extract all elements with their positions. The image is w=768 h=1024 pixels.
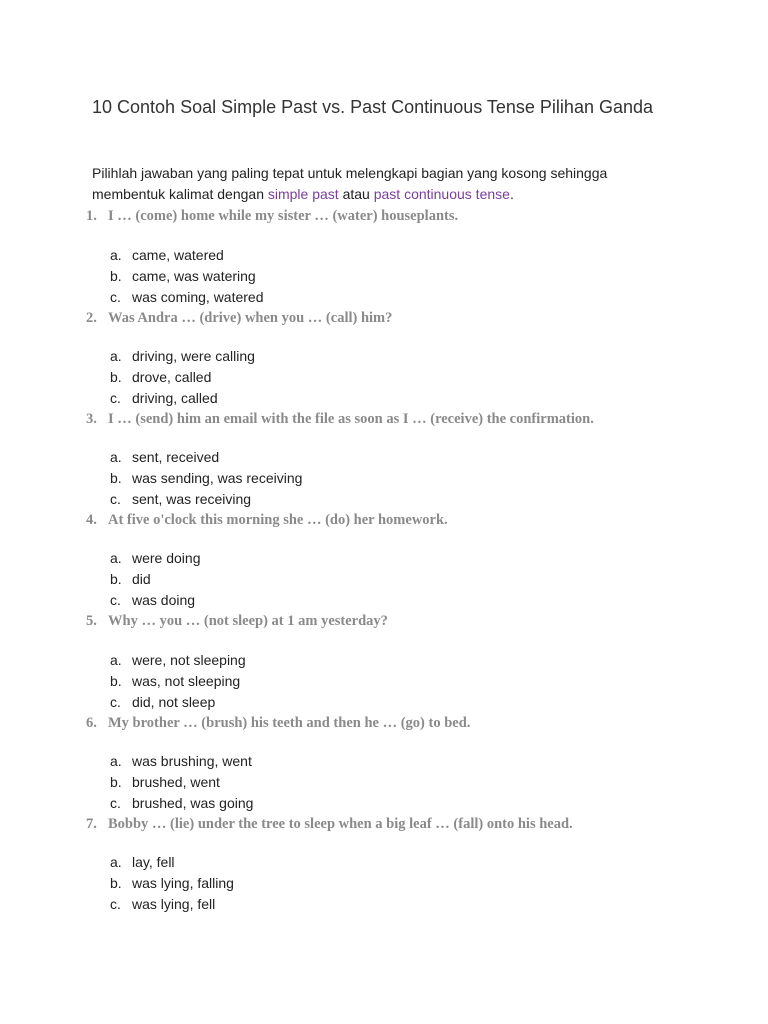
option-text: came, was watering	[132, 268, 256, 284]
option-text: drove, called	[132, 369, 212, 385]
question-3-options	[110, 447, 302, 510]
question-6	[86, 713, 726, 733]
question-text: Bobby … (lie) under the tree to sleep when a big leaf … (fall) onto his head.	[108, 816, 573, 832]
question-4	[86, 510, 726, 530]
option-item	[110, 590, 201, 611]
option-text: sent, received	[132, 449, 220, 465]
option-letter: b.	[110, 571, 122, 587]
option-text: driving, called	[132, 390, 218, 406]
option-item	[110, 388, 255, 409]
option-letter: b.	[110, 774, 122, 790]
option-text: was doing	[132, 592, 196, 608]
option-letter: b.	[110, 673, 122, 689]
option-item	[110, 852, 234, 873]
option-letter: c.	[110, 694, 121, 710]
question-number: 7.	[86, 816, 97, 832]
option-letter: a.	[110, 247, 122, 263]
option-letter: c.	[110, 390, 121, 406]
question-1-options	[110, 245, 264, 308]
question-4-options	[110, 548, 201, 611]
question-7-options	[110, 852, 234, 915]
option-item	[110, 468, 302, 489]
option-text: did	[132, 571, 151, 587]
option-text: driving, were calling	[132, 348, 255, 364]
option-text: brushed, went	[132, 774, 220, 790]
option-item	[110, 367, 255, 388]
option-text: came, watered	[132, 247, 224, 263]
question-7	[86, 814, 726, 834]
question-text: Why … you … (not sleep) at 1 am yesterday?	[108, 613, 388, 629]
option-text: was lying, fell	[132, 896, 216, 912]
question-5	[86, 611, 726, 631]
question-text: I … (send) him an email with the file as soon as I … (receive) the confirmation.	[108, 411, 594, 427]
option-item	[110, 489, 302, 510]
option-item	[110, 650, 246, 671]
question-2-options	[110, 346, 255, 409]
highlight-past-continuous: past continuous tense	[373, 186, 510, 202]
question-1	[86, 206, 726, 226]
option-text: sent, was receiving	[132, 491, 252, 507]
option-letter: c.	[110, 491, 121, 507]
option-item	[110, 772, 253, 793]
option-item	[110, 266, 264, 287]
question-3	[86, 409, 726, 429]
instructions-text-middle: atau	[338, 186, 374, 202]
option-letter: a.	[110, 652, 122, 668]
option-text: did, not sleep	[132, 694, 216, 710]
option-letter: b.	[110, 369, 122, 385]
option-letter: c.	[110, 592, 121, 608]
question-number: 6.	[86, 715, 97, 731]
option-text: lay, fell	[132, 854, 175, 870]
question-6-options	[110, 751, 253, 814]
option-letter: b.	[110, 875, 122, 891]
option-letter: b.	[110, 268, 122, 284]
option-text: was, not sleeping	[132, 673, 241, 689]
question-2	[86, 308, 726, 328]
option-item	[110, 793, 253, 814]
question-number: 4.	[86, 512, 97, 528]
option-letter: a.	[110, 348, 122, 364]
option-item	[110, 751, 253, 772]
option-item	[110, 671, 246, 692]
instructions-paragraph	[92, 163, 682, 205]
option-item	[110, 873, 234, 894]
instructions-text-start: Pilihlah jawaban yang paling tepat untuk melengkapi bagian yang kosong sehingga membentuk kalimat dengan	[92, 165, 608, 202]
option-letter: c.	[110, 289, 121, 305]
option-letter: c.	[110, 896, 121, 912]
page-title: 10 Contoh Soal Simple Past vs. Past Continuous Tense Pilihan Ganda	[92, 97, 654, 117]
option-text: was sending, was receiving	[132, 470, 303, 486]
option-item	[110, 346, 255, 367]
option-item	[110, 569, 201, 590]
question-number: 3.	[86, 411, 97, 427]
option-item	[110, 447, 302, 468]
option-item	[110, 692, 246, 713]
question-number: 2.	[86, 310, 97, 326]
question-text: Was Andra … (drive) when you … (call) him?	[108, 310, 393, 326]
question-text: At five o'clock this morning she … (do) her homework.	[108, 512, 448, 528]
highlight-simple-past: simple past	[267, 186, 339, 202]
option-letter: a.	[110, 854, 122, 870]
option-item	[110, 548, 201, 569]
question-text: My brother … (brush) his teeth and then he … (go) to bed.	[108, 715, 471, 731]
option-item	[110, 245, 264, 266]
option-letter: a.	[110, 550, 122, 566]
option-letter: c.	[110, 795, 121, 811]
option-text: brushed, was going	[132, 795, 254, 811]
instructions-text-end: .	[509, 186, 514, 202]
question-text: I … (come) home while my sister … (water) houseplants.	[108, 208, 459, 224]
option-letter: b.	[110, 470, 122, 486]
option-item	[110, 287, 264, 308]
option-text: was coming, watered	[132, 289, 264, 305]
question-number: 1.	[86, 208, 97, 224]
option-text: were doing	[132, 550, 201, 566]
question-number: 5.	[86, 613, 97, 629]
option-letter: a.	[110, 753, 122, 769]
question-5-options	[110, 650, 246, 713]
option-letter: a.	[110, 449, 122, 465]
option-text: was lying, falling	[132, 875, 234, 891]
option-text: were, not sleeping	[132, 652, 246, 668]
option-item	[110, 894, 234, 915]
option-text: was brushing, went	[132, 753, 252, 769]
